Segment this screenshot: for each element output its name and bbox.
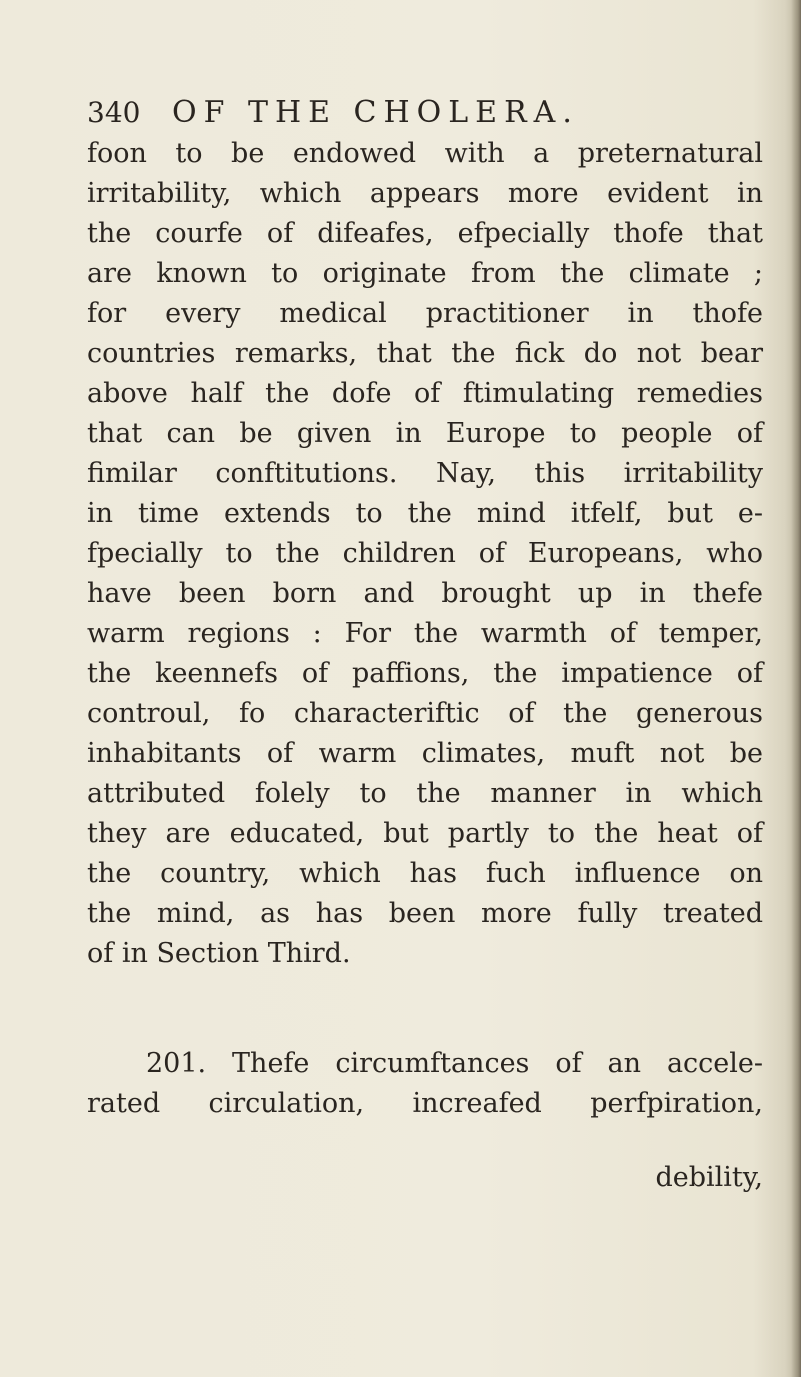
text-line: have been born and brought up in thefe [87,578,763,609]
text-line: controul, fo characteriftic of the generous [87,698,763,729]
text-line: fimilar conftitutions. Nay, this irritability [87,458,763,489]
text-line: rated circulation, increafed perfpiration, [87,1088,763,1119]
text-line: irritability, which appears more evident in [87,178,763,209]
text-line: of in Section Third. [87,938,351,969]
text-line: the country, which has fuch influence on [87,858,763,889]
text-line: fpecially to the children of Europeans, who [87,538,763,569]
page-edge-shadow [791,0,801,1377]
text-line: are known to originate from the climate ; [87,258,763,289]
text-line: that can be given in Europe to people of [87,418,763,449]
text-line: in time extends to the mind itfelf, but e- [87,498,763,529]
running-title: OF THE CHOLERA. [172,95,579,130]
text-line: for every medical practitioner in thofe [87,298,763,329]
text-line: above half the dofe of ftimulating remedies [87,378,763,409]
text-line: countries remarks, that the fick do not bear [87,338,763,369]
page-number: 340 [87,96,141,129]
page-header [87,88,767,138]
text-line: they are educated, but partly to the heat of [87,818,763,849]
text-line: foon to be endowed with a preternatural [87,138,763,169]
text-line: the courfe of difeafes, efpecially thofe that [87,218,763,249]
catchword: debility, [655,1162,763,1193]
text-line: attributed folely to the manner in which [87,778,763,809]
text-line: warm regions : For the warmth of temper, [87,618,763,649]
text-line: the keennefs of paffions, the impatience of [87,658,763,689]
text-line: the mind, as has been more fully treated [87,898,763,929]
text-line: 201. Thefe circumftances of an accele- [146,1048,763,1079]
text-line: inhabitants of warm climates, muft not be [87,738,763,769]
